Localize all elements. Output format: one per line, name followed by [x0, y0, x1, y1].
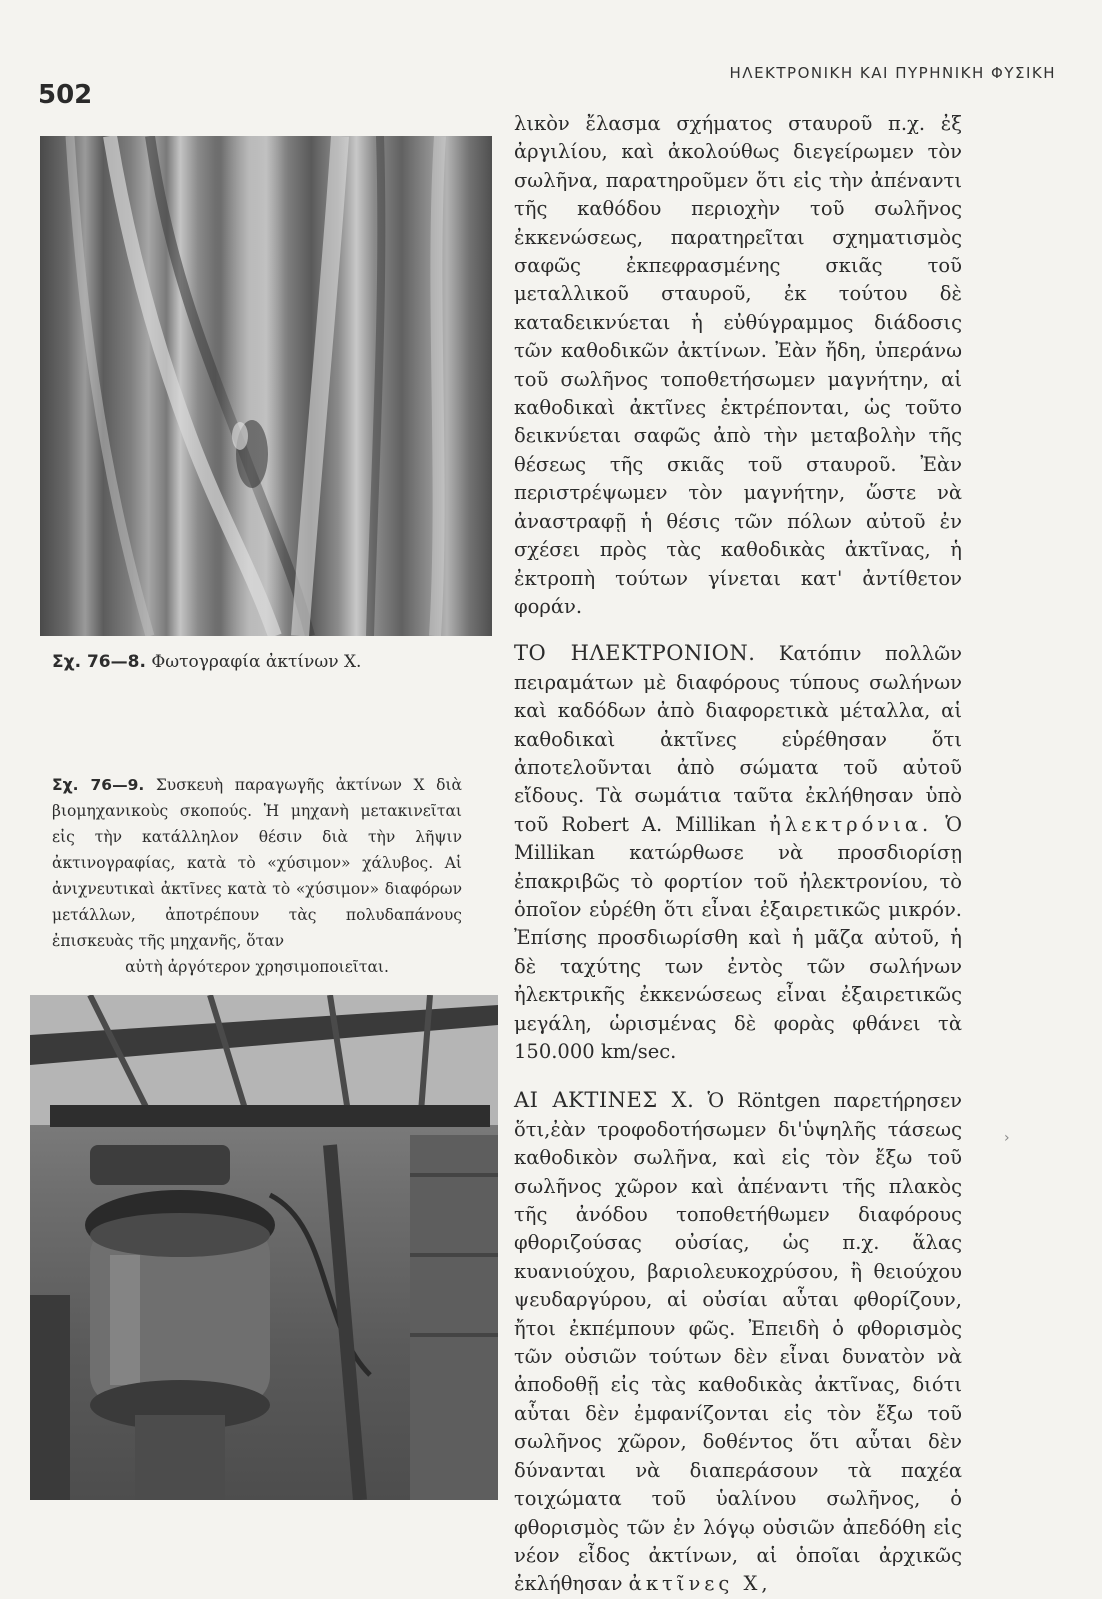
xray-photograph: [40, 136, 492, 636]
paragraph-electron-text-a: Κατόπιν πολλῶν πειραμάτων μὲ διαφόρους τύπους σωλήνων καὶ καδόδων ἀπὸ διαφορετικὰ μέταλλα, αἱ καθοδικαὶ ἀκτῖνες εὑρέθησαν ὅτι ἀποτελοῦνται ἀπὸ σώματα τοῦ αὐτοῦ εἴδους. Τὰ σωμάτια ταῦτα ἐκλήθησαν ὑπὸ τοῦ Robert A. Millikan: [514, 642, 962, 836]
figure-9-number: Σχ. 76—9.: [52, 776, 145, 794]
figure-9-caption: [52, 772, 462, 980]
term-electrons: ἠλεκτρόνια.: [769, 812, 933, 836]
figure-8-text: Φωτογραφία ἀκτίνων X.: [151, 652, 362, 672]
paragraph-cathode-rays: λικὸν ἔλασμα σχήματος σταυροῦ π.χ. ἐξ ἀργιλίου, καὶ ἀκολούθως διεγείρωμεν τὸν σωλῆνα, παρατηροῦμεν ὅτι εἰς τὴν ἀπέναντι τῆς καθόδου περιοχὴν τοῦ σωλῆνος ἐκκενώσεως, παρατηρεῖται σχηματισμὸς σαφῶς ἐκπεφρασμένης σκιᾶς τοῦ μεταλλικοῦ σταυροῦ, ἐκ τούτου δὲ καταδεικνύεται ἡ εὐθύγραμμος διάδοσις τῶν καθοδικῶν ἀκτίνων. Ἐὰν ἤδη, ὑπεράνω τοῦ σωλῆνος τοποθετήσωμεν μαγνήτην, αἱ καθοδικαὶ ἀκτῖνες ἐκτρέπονται, ὡς τοῦτο δεικνύεται σαφῶς ἀπὸ τὴν μεταβολὴν τῆς θέσεως τῆς σκιᾶς τοῦ σταυροῦ. Ἐὰν περιστρέψωμεν τὸν μαγνήτην, ὥστε νὰ ἀναστραφῇ ἡ θέσις τῶν πόλων αὐτοῦ ἐν σχέσει πρὸς τὰς καθοδικὰς ἀκτῖνας, ἡ ἐκτροπὴ τούτων γίνεται κατ' ἀντίθετον φοράν.: [514, 112, 962, 618]
term-xrays: ἀκτῖνες X,: [628, 1572, 772, 1596]
xray-machine-photograph: [30, 995, 498, 1500]
figure-8-number: Σχ. 76—8.: [52, 652, 146, 672]
figure-9-text: Συσκευὴ παραγωγῆς ἀκτίνων X διὰ βιομηχανικοὺς σκοπούς. Ἡ μηχανὴ μετακινεῖται εἰς τὴν κατάλληλον θέσιν διὰ τὴν λῆψιν ἀκτινογραφίας, κατὰ τὸ «χύσιμον» χάλυβος. Αἱ ἀνιχνευτικαὶ ἀκτῖνες κατὰ τὸ «χύσιμον» διαφόρων μετάλλων, ἀποτρέπουν τὰς πολυδαπάνους ἐπισκευὰς τῆς μηχανῆς, ὅταν: [52, 776, 462, 950]
paragraph-electron-text-b: Ὁ Millikan κατώρθωσε νὰ προσδιορίσῃ ἐπακριβῶς τὸ φορτίον τοῦ ἠλεκτρονίου, τὸ ὁποῖον εὑρέθη ὅτι εἶναι ἐξαιρετικῶς μικρόν. Ἐπίσης προσδιωρίσθη καὶ ἡ μᾶζα αὐτοῦ, ἡ δὲ ταχύτης των ἐντὸς τῶν σωλήνων ἠλεκτρικῆς ἐκκενώσεως εἶναι ἐξαιρετικῶς μεγάλη, ὡρισμένας δὲ φορὰς φθάνει τὰ 150.000 km/sec.: [514, 812, 962, 1063]
main-text-column: [514, 110, 962, 1599]
running-title: ΗΛΕΚΤΡΟΝΙΚΗ ΚΑΙ ΠΥΡΗΝΙΚΗ ΦΥΣΙΚΗ: [729, 64, 1056, 82]
paragraph-electron: [514, 639, 962, 1066]
figure-8-caption: [52, 652, 361, 672]
paragraph-xrays-text: Ὁ Röntgen παρετήρησεν ὅτι,ἐὰν τροφοδοτήσωμεν δι'ὑψηλῆς τάσεως καθοδικὸν σωλῆνα, καὶ εἰς τὸν ἔξω τοῦ σωλῆνος χῶρον καὶ ἀπέναντι τῆς πλακὸς τῆς ἀνόδου τοποθετήθωμεν διαφόρους φθοριζούσας οὐσίας, ὡς π.χ. ἅλας κυανιούχου, βαριολευκοχρύσου, ἢ θειούχου ψευδαργύρου, αἱ οὐσίαι αὗται φθορίζουν, ἤτοι ἐκπέμπουν φῶς. Ἐπειδὴ ὁ φθορισμὸς τῶν οὐσιῶν τούτων δὲν εἶναι δυνατὸν νὰ ἀποδοθῇ εἰς τὰς καθοδικὰς ἀκτῖνας, διότι αὗται δὲν ἐμφανίζονται εἰς τὸν ἔξω τοῦ σωλῆνος χῶρον, δοθέντος ὅτι αὗται δὲν δύνανται νὰ διαπεράσουν τὰ παχέα τοιχώματα τοῦ ὑαλίνου σωλῆνος, ὁ φθορισμὸς τῶν ἐν λόγῳ οὐσιῶν ἀπεδόθη εἰς νέον εἶδος ἀκτίνων, αἱ ὁποῖαι ἀρχικῶς ἐκλήθησαν: [514, 1089, 962, 1596]
margin-mark: ›: [1004, 1130, 1010, 1146]
xray-photograph-drawing: [40, 136, 492, 636]
figure-9-text-last-line: αὐτὴ ἀργότερον χρησιμοποιεῖται.: [125, 958, 389, 976]
page-number: 502: [38, 80, 93, 110]
heading-xrays: ΑΙ ΑΚΤΙΝΕΣ Χ.: [514, 1088, 695, 1113]
paragraph-xrays: [514, 1086, 962, 1598]
heading-electron: ΤΟ ΗΛΕΚΤΡΟΝΙΟΝ.: [514, 641, 756, 666]
xray-machine-drawing: [30, 995, 498, 1500]
